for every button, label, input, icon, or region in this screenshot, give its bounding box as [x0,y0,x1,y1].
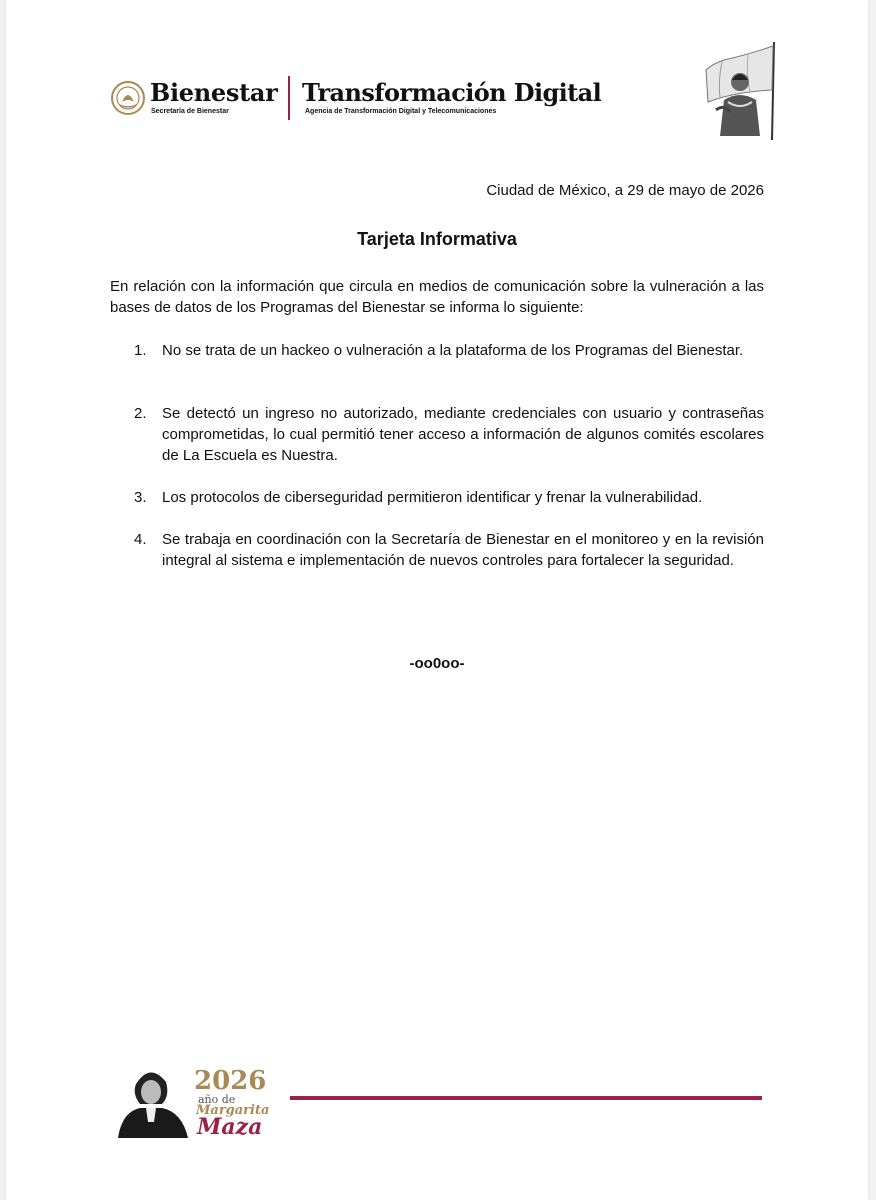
header-divider [288,76,290,120]
footer-name-last: Maza [197,1114,263,1140]
list-item-text: Se trabaja en coordinación con la Secretaría de Bienestar en el monitoreo y en la revisión integral al sistema e implementación de nuevos controles para fortalecer la seguridad. [162,531,764,569]
list-item-text: Los protocolos de ciberseguridad permitieron identificar y frenar la vulnerabilidad. [162,489,703,506]
document-page [6,0,868,1200]
agency-logo-text: Transformación Digital [302,78,602,107]
footer-ano-de: año de [198,1093,236,1106]
list-item-text: Se detectó un ingreso no autorizado, mediante credenciales con usuario y contraseñas comprometidas, lo cual permitió tener acceso a información de algunos comités escolares de La Escuela es Nuestra. [162,405,764,464]
letterhead [110,76,600,122]
woman-with-flag-icon [694,40,788,142]
list-item-number: 4. [134,531,147,548]
agency-subtitle: Agencia de Transformación Digital y Telecomunicaciones [305,108,497,115]
list-item-number: 3. [134,489,147,506]
footer-name-first: Margarita [196,1103,270,1118]
intro-paragraph: En relación con la información que circula en medios de comunicación sobre la vulneración a las bases de datos de los Programas del Bienestar se informa lo siguiente: [110,278,764,316]
bienestar-logo-text: Bienestar [150,78,278,107]
list-item-text: No se trata de un hackeo o vulneración a la plataforma de los Programas del Bienestar. [162,342,744,359]
coat-of-arms-icon [110,80,146,116]
document-title: Tarjeta Informativa [357,229,517,249]
footer-divider-line [290,1096,762,1100]
margarita-maza-portrait-icon [110,1062,192,1138]
closing-mark: -oo0oo- [409,655,465,672]
bienestar-subtitle: Secretaría de Bienestar [151,108,229,115]
list-item-number: 2. [134,405,147,422]
footer-year: 2026 [194,1066,267,1096]
list-item-number: 1. [134,342,147,359]
date-line: Ciudad de México, a 29 de mayo de 2026 [486,182,764,199]
